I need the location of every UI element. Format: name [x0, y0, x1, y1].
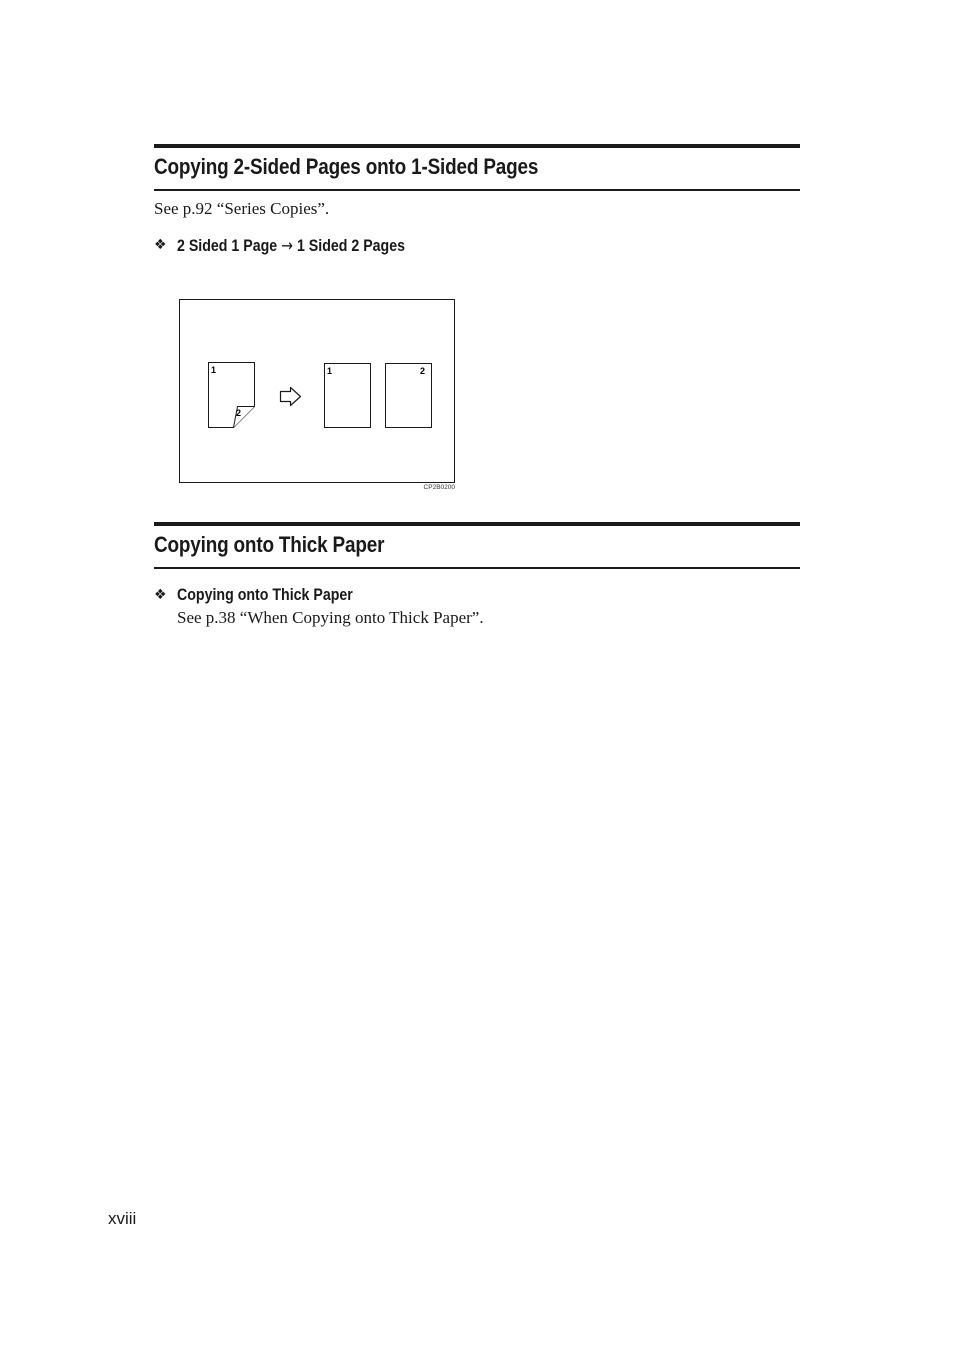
series-copies-reference: See p.92 “Series Copies”.	[154, 199, 330, 218]
subheading-left: 2 Sided 1 Page	[177, 237, 278, 255]
diamond-bullet-icon: ❖	[154, 237, 167, 253]
diagram-svg	[179, 299, 455, 483]
thick-paper-reference: See p.38 “When Copying onto Thick Paper”.	[177, 608, 484, 627]
result-page-number: 2	[420, 366, 426, 376]
figure-code: CP2B0200	[423, 484, 455, 491]
source-front-number: 1	[211, 365, 217, 375]
result-page-1	[325, 364, 371, 428]
section-heading: Copying 2-Sided Pages onto 1-Sided Pages	[154, 154, 539, 179]
subheading-thick-paper: Copying onto Thick Paper	[177, 586, 353, 604]
diamond-bullet-icon: ❖	[154, 587, 167, 603]
subheading-right: 1 Sided 2 Pages	[296, 237, 406, 255]
result-page-2	[386, 364, 432, 428]
source-back-number: 2	[236, 408, 242, 418]
heading-top-rule	[154, 144, 800, 148]
section-heading: Copying onto Thick Paper	[154, 532, 385, 557]
heading-bottom-rule	[154, 567, 800, 569]
heading-bottom-rule	[154, 189, 800, 191]
duplex-to-simplex-diagram	[179, 299, 455, 483]
result-page-number: 1	[327, 366, 333, 376]
right-arrow-icon: →	[281, 236, 294, 255]
heading-top-rule	[154, 522, 800, 526]
page-number: xviii	[108, 1209, 137, 1228]
subheading-2sided-1page-to-1sided-2pages	[177, 236, 405, 256]
